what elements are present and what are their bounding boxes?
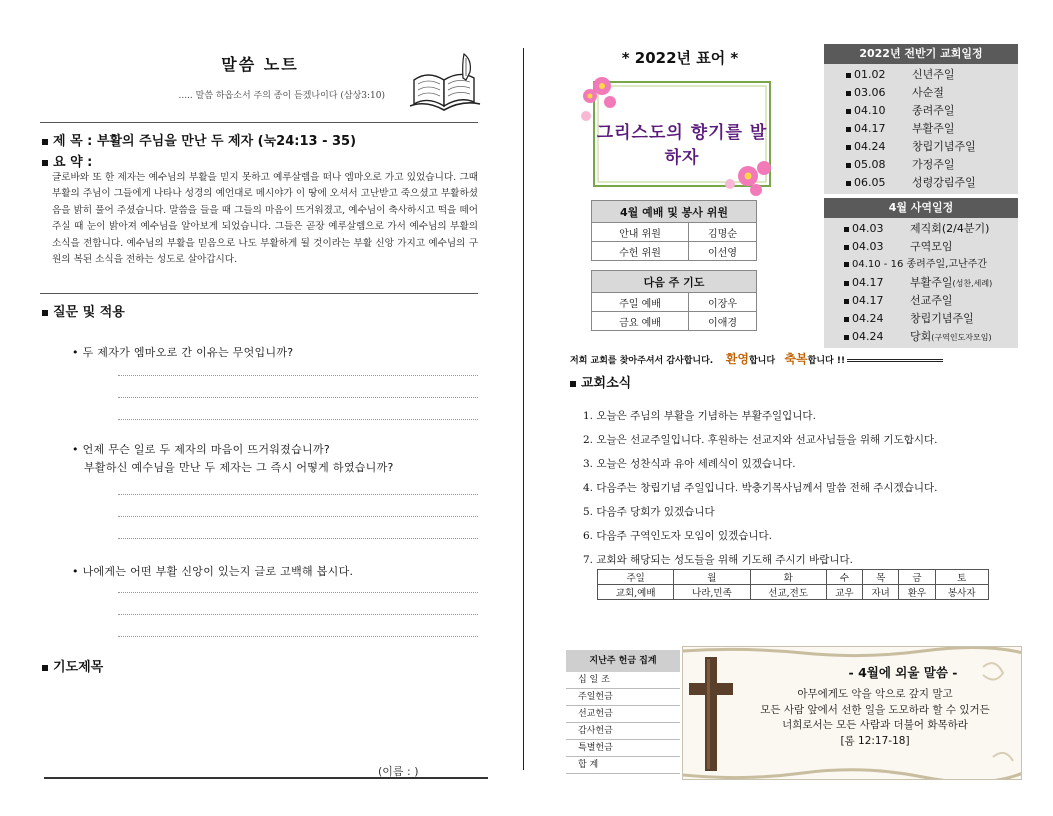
news-item: 1. 오늘은 주님의 부활을 기념하는 부활주일입니다.: [583, 410, 816, 422]
list-item: 특별헌금: [566, 740, 680, 757]
news-item: 4. 다음주는 창립기념 주일입니다. 박충기목사님께서 말씀 전해 주시겠습니다.: [583, 482, 938, 494]
news-item: 2. 오늘은 선교주일입니다. 후원하는 선교지와 선교사님들을 위해 기도합시다.: [583, 434, 938, 446]
table-row: 안내 위원 김명순: [592, 223, 757, 242]
answer-line[interactable]: [118, 375, 478, 376]
note-verse: ..... 말씀 하옵소서 주의 종이 듣겠나이다 (삼상3:10): [178, 91, 385, 101]
list-item: 04.24 창립기념주일: [824, 138, 1018, 156]
list-item: 04.03 제직회(2/4분기): [824, 220, 1018, 238]
answer-line[interactable]: [118, 538, 478, 539]
table-row: 주일 예배 이장우: [592, 293, 757, 312]
table-row: 교회,예배 나라,민족 선교,전도 교우 자녀 환우 봉사자: [598, 585, 989, 600]
qa-heading: 질문 및 적용: [42, 301, 125, 320]
weekly-prayer-table: [597, 569, 989, 600]
question-3: • 나에게는 어떤 부활 신앙이 있는지 글로 고백해 봅시다.: [72, 565, 354, 578]
church-schedule: [824, 44, 1018, 194]
list-item: 04.24 당회(구역인도자모임): [824, 328, 1018, 346]
note-divider: [40, 122, 478, 123]
list-item: 04.17 부활주일: [824, 120, 1018, 138]
motto-text: 그리스도의 향기를 발하자: [596, 123, 768, 168]
question-2: • 언제 무슨 일로 두 제자의 마음이 뜨거워졌습니까?: [72, 443, 331, 456]
list-item: 선교헌금: [566, 706, 680, 723]
answer-line[interactable]: [118, 494, 478, 495]
question-1: • 두 제자가 엠마오로 간 이유는 무엇입니까?: [72, 346, 294, 359]
next-prayer-table: [591, 270, 757, 331]
list-item: 01.02 신년주일: [824, 66, 1018, 84]
next-prayer-title: 다음 주 기도: [592, 271, 757, 293]
summary-heading: 요 약 :: [42, 151, 92, 170]
news-item: 7. 교회와 해당되는 성도들을 위해 기도해 주시기 바랍니다.: [583, 554, 854, 566]
news-item: 5. 다음주 당회가 있겠습니다: [583, 506, 715, 518]
prayer-heading: 기도제목: [42, 656, 103, 675]
answer-line[interactable]: [118, 397, 478, 398]
list-item: 합 계: [566, 757, 680, 774]
list-item: 십 일 조: [566, 672, 680, 689]
column-divider: [523, 48, 524, 770]
news-item: 3. 오늘은 성찬식과 유아 세례식이 있겠습니다.: [583, 458, 796, 470]
answer-line[interactable]: [118, 592, 478, 593]
open-book-icon: [406, 50, 484, 112]
motto-label: * 2022년 표어 *: [621, 49, 739, 67]
memory-verse-title: - 4월에 외울 말씀 -: [848, 665, 958, 680]
memory-verse-box: [682, 646, 1022, 780]
volunteers-table: [591, 200, 757, 261]
april-schedule: [824, 198, 1018, 348]
list-item: 04.10 - 16 종려주일,고난주간: [824, 256, 1018, 274]
name-field[interactable]: (이름 : ): [378, 765, 419, 778]
list-item: 감사헌금: [566, 723, 680, 740]
subject-text: 부활의 주님을 만난 두 제자 (눅24:13 - 35): [96, 134, 357, 149]
offering-summary: [566, 650, 680, 774]
bottom-divider: [44, 777, 488, 779]
list-item: 04.24 창립기념주일: [824, 310, 1018, 328]
list-item: 04.17 부활주일(성찬,세례): [824, 274, 1018, 292]
summary-divider: [40, 293, 478, 294]
welcome-banner: 저희 교회를 찾아주셔서 감사합니다. 환영합니다 축복합니다 !!: [570, 350, 943, 367]
table-row: 주일 월 화 수 목 금 토: [598, 570, 989, 585]
schedule-title: 2022년 전반기 교회일정: [824, 44, 1018, 64]
list-item: 04.03 구역모임: [824, 238, 1018, 256]
answer-line[interactable]: [118, 419, 478, 420]
list-item: 주일헌금: [566, 689, 680, 706]
summary-text: 글로바와 또 한 제자는 예수님의 부활을 믿지 못하고 예루살렘을 떠나 엠마오로 가고 있었습니다. 그때 부활의 주님이 그들에게 나타나 성경의 예언대로 메시야가 이 땅에 오셔서 고난받고 죽으셨고 부활하셨음을 밝히 풀어 주셨습니다. 말씀을 들을 때 그들의 마음이 뜨거워졌고, 예수님이 축사하시고 떡을 떼어 주실 때 눈이 밝아져 예수님을 알아보게 되었습니다. 그들은 곧장 예루살렘으로 가서 예수님의 부활의 소식을 전합니다. 예수님의 부활을 믿음으로 나도 부활하게 될 것이라는 부활 신앙 가지고 예수님의 구원의 복된 소식을 전하는 성도로 살아갑시다.: [52, 172, 478, 266]
list-item: 04.17 선교주일: [824, 292, 1018, 310]
offering-title: 지난주 헌금 집계: [566, 650, 680, 672]
question-2-sub: 부활하신 예수님을 만난 두 제자는 그 즉시 어떻게 하였습니까?: [84, 461, 394, 474]
april-title: 4월 사역일정: [824, 198, 1018, 218]
answer-line[interactable]: [118, 614, 478, 615]
list-item: 05.08 가정주일: [824, 156, 1018, 174]
note-title: 말씀 노트: [221, 55, 299, 74]
answer-line[interactable]: [118, 516, 478, 517]
list-item: 04.10 종려주일: [824, 102, 1018, 120]
list-item: 03.06 사순절: [824, 84, 1018, 102]
sermon-subject: [42, 130, 356, 149]
list-item: 06.05 성령강림주일: [824, 174, 1018, 192]
table-row: 수헌 위원 이선영: [592, 242, 757, 261]
news-heading: 교회소식: [570, 372, 631, 391]
answer-line[interactable]: [118, 636, 478, 637]
memory-verse-text: 아무에게도 악을 악으로 갚지 말고 모든 사람 앞에서 선한 일을 도모하라 할 수 있거든 너희로서는 모든 사람과 더불어 화목하라 [롬 12:17-18]: [760, 688, 990, 747]
motto-frame: [580, 72, 778, 200]
table-row: 금요 예배 이애경: [592, 312, 757, 331]
volunteers-title: 4월 예배 및 봉사 위원: [592, 201, 757, 223]
news-item: 6. 다음주 구역인도자 모임이 있겠습니다.: [583, 530, 772, 542]
subject-label: 제 목 :: [53, 134, 93, 149]
